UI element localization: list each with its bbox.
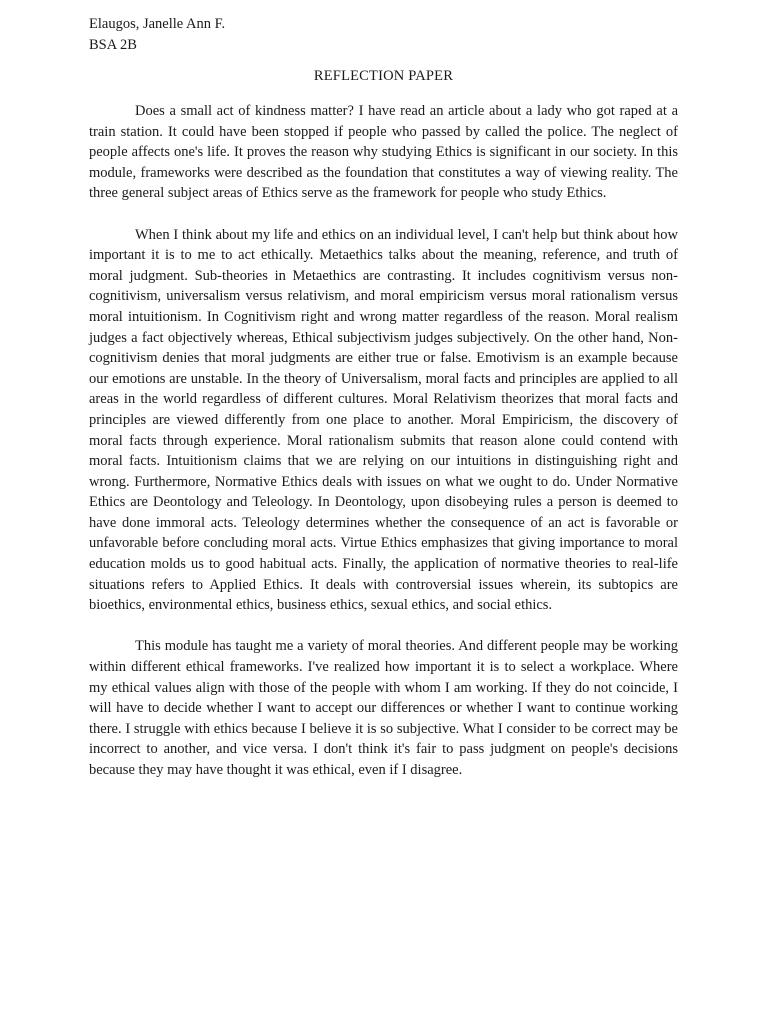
paragraph-2: When I think about my life and ethics on an individual level, I can't help but think about how important it is to me to act ethically. Metaethics talks about the meaning, reference, and truth of moral judgment. Sub-theories in Metaethics are contrasting. It includes cognitivism versus non-cognitivism, universalism versus relativism, and moral empiricism versus moral rationalism versus moral intuitionism. In Cognitivism right and wrong matter regardless of the reason. Moral realism judges a fact objectively whereas, Ethical subjectivism judges subjectively. On the other hand, Non-cognitivism denies that moral judgments are either true or false. Emotivism is an example because our emotions are unstable. In the theory of Universalism, moral facts and principles are applied to all areas in the world regardless of different cultures. Moral Relativism theorizes that moral facts and principles are viewed differently from one place to another. Moral Empiricism, the discovery of moral facts through experience. Moral rationalism submits that reason alone could contend with moral facts. Intuitionism claims that we are relying on our intuitions in distinguishing right and wrong. Furthermore, Normative Ethics deals with issues on what we ought to do. Under Normative Ethics are Deontology and Teleology. In Deontology, upon disobeying rules a person is deemed to have done immoral acts. Teleology determines whether the consequence of an act is favorable or unfavorable before concluding moral acts. Virtue Ethics emphasizes that giving importance to moral education molds us to good habitual acts. Finally, the application of normative theories to real-life situations refers to Applied Ethics. It deals with controversial issues wherein, its subtopics are bioethics, environmental ethics, business ethics, sexual ethics, and social ethics.: [89, 226, 678, 614]
author-name: Elaugos, Janelle Ann F.: [89, 16, 226, 32]
paragraph-3: This module has taught me a variety of moral theories. And different people may be working within different ethical frameworks. I've realized how important it is to select a workplace. Where my ethical values align with those of the people with whom I am working. If they do not coincide, I will have to decide whether I want to accept our differences or whether I want to continue working there. I struggle with ethics because I believe it is so subjective. What I consider to be correct may be incorrect to another, and vice versa. I don't think it's fair to pass judgment on people's decisions because they may have thought it was ethical, even if I disagree.: [89, 638, 678, 778]
document-page: [89, 14, 678, 801]
paragraph-1: Does a small act of kindness matter? I have read an article about a lady who got raped at a train station. It could have been stopped if people who passed by called the police. The neglect of people affects one's life. It proves the reason why studying Ethics is significant in our society. In this module, frameworks were described as the foundation that constitutes a way of viewing reality. The three general subject areas of Ethics serve as the framework for people who study Ethics.: [89, 103, 678, 202]
section-label: BSA 2B: [89, 37, 137, 53]
document-title: REFLECTION PAPER: [313, 68, 454, 84]
